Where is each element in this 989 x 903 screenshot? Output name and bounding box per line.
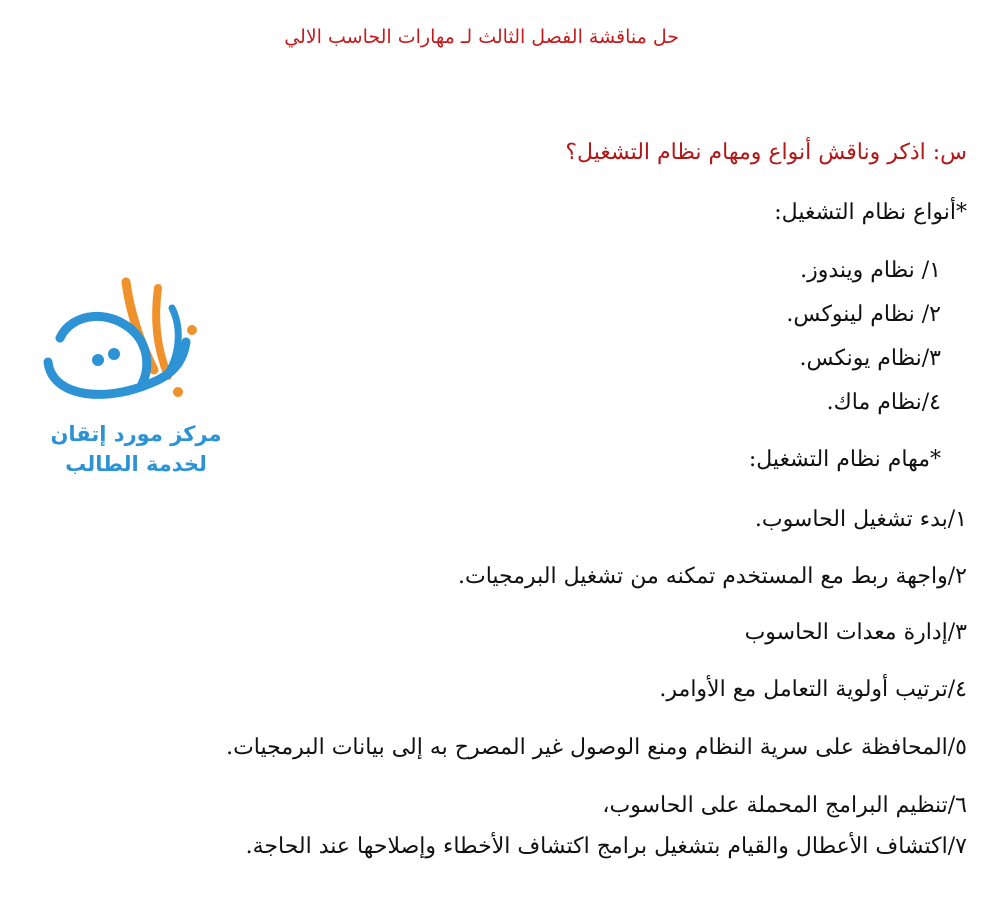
logo-line-1: مركز مورد إتقان [50,422,222,446]
list-item: ١/ نظام ويندوز. [800,258,941,283]
list-item: ٢/ نظام لينوكس. [786,302,941,327]
itqan-calligraphy-icon [38,272,234,422]
list-item: ٣/نظام يونكس. [799,346,941,371]
types-heading: *أنواع نظام التشغيل: [774,200,967,225]
list-item: ١/بدء تشغيل الحاسوب. [754,507,967,532]
question-text: س: اذكر وناقش أنواع ومهام نظام التشغيل؟ [565,140,967,165]
tasks-heading: *مهام نظام التشغيل: [748,447,941,472]
list-item: ٧/اكتشاف الأعطال والقيام بتشغيل برامج اكتشاف الأخطاء وإصلاحها عند الحاجة. [245,834,967,859]
itqan-logo [38,272,234,486]
list-item: ٦/تنظيم البرامج المحملة على الحاسوب، [602,793,967,818]
list-item: ٤/نظام ماك. [826,390,941,415]
list-item: ٢/واجهة ربط مع المستخدم تمكنه من تشغيل البرمجيات. [458,564,967,589]
list-item: ٥/المحافظة على سرية النظام ومنع الوصول غير المصرح به إلى بيانات البرمجيات. [226,735,967,760]
list-item: ٤/ترتيب أولوية التعامل مع الأوامر. [659,677,967,702]
list-item: ٣/إدارة معدات الحاسوب [744,620,967,645]
page-title: حل مناقشة الفصل الثالث لـ مهارات الحاسب الالي [284,26,679,48]
logo-line-2: لخدمة الطالب [65,452,207,476]
